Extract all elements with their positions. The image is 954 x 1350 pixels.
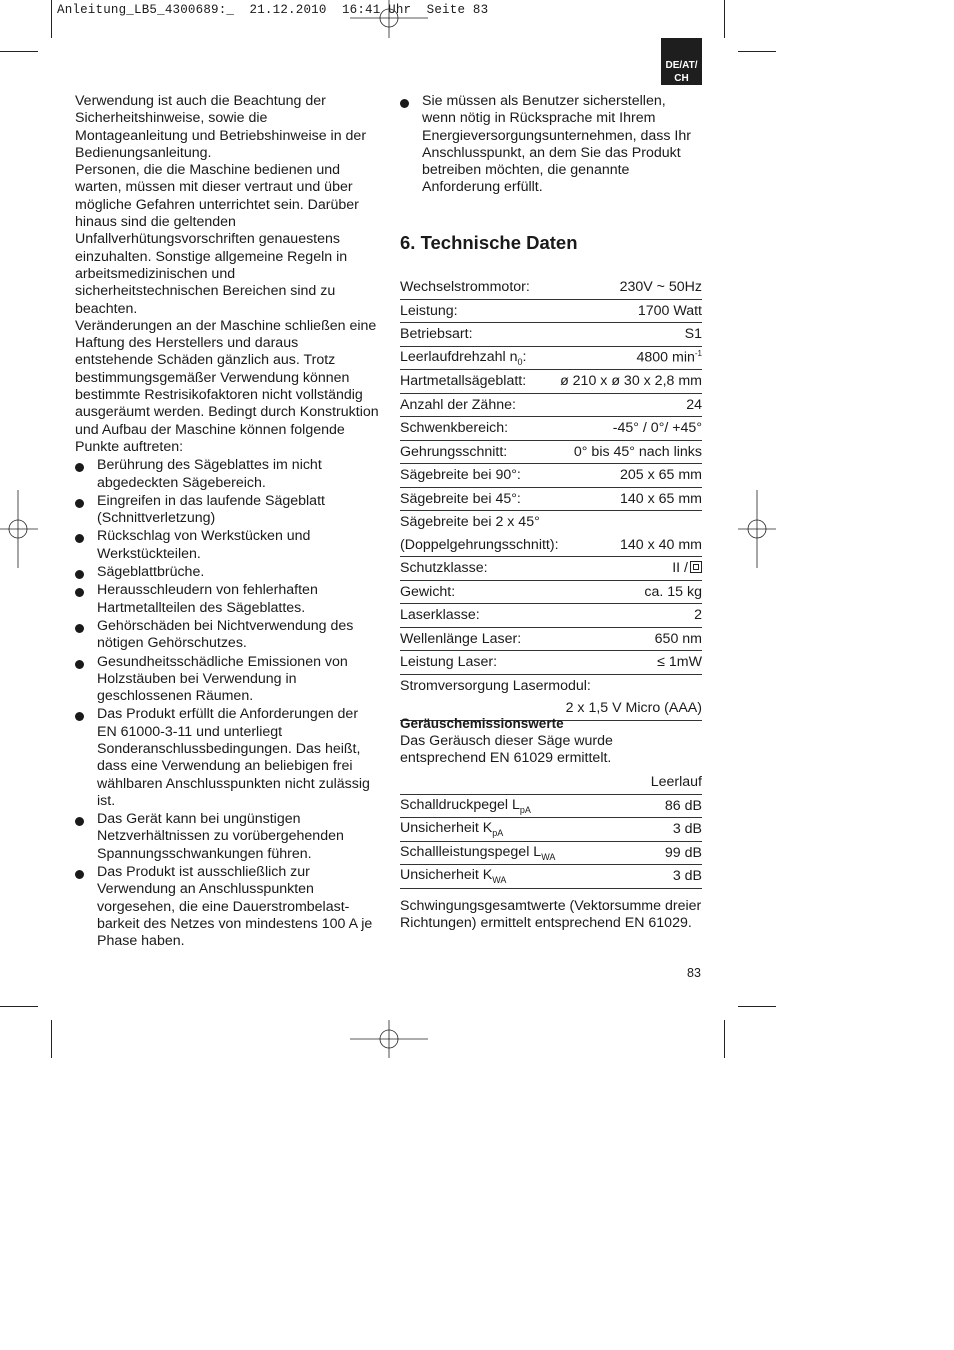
subscript: WA bbox=[492, 875, 507, 886]
noise-label-text: Schallleistungspegel L bbox=[400, 843, 542, 860]
spec-label: Anzahl der Zähne: bbox=[400, 393, 559, 417]
table-row bbox=[400, 651, 702, 675]
table-row bbox=[400, 534, 702, 557]
list-item: Sägeblattbrüche. bbox=[75, 564, 380, 581]
table-row bbox=[400, 487, 702, 511]
table-row bbox=[400, 276, 702, 299]
spec-label-text: Leerlaufdrehzahl n bbox=[400, 348, 518, 365]
spec-label: Sägebreite bei 2 x 45° bbox=[400, 514, 540, 531]
spec-label: (Doppelgehrungsschnitt): bbox=[400, 534, 559, 557]
list-item: Berührung des Sägeblattes im nicht abgedeckten Sägebereich. bbox=[75, 457, 380, 492]
crop-mark bbox=[51, 0, 52, 38]
spec-value-text: II / bbox=[672, 560, 688, 577]
spec-label: Betriebsart: bbox=[400, 323, 559, 347]
list-item: Das Produkt erfüllt die Anforderungen der EN 61000-3-11 und unterliegt Sonderanschlussbedingungen. Das heißt, dass eine Verwendung an beliebigen frei wählbaren Anschlusspunkten nicht zulässig ist. bbox=[75, 706, 380, 810]
noise-value: 99 dB bbox=[627, 841, 702, 865]
noise-value: 3 dB bbox=[627, 818, 702, 842]
table-row bbox=[400, 440, 702, 464]
spec-label: Stromversorgung Lasermodul: bbox=[400, 677, 591, 694]
table-row bbox=[400, 580, 702, 604]
spec-label-suffix: : bbox=[522, 348, 527, 365]
risk-list bbox=[75, 457, 380, 950]
crop-mark bbox=[724, 0, 725, 38]
noise-label-text: Unsicherheit K bbox=[400, 867, 493, 884]
crop-mark bbox=[0, 51, 38, 52]
table-row bbox=[400, 346, 702, 370]
print-slug: Anleitung_LB5_4300689:_ 21.12.2010 16:41 Uhr Seite 83 bbox=[57, 3, 489, 17]
language-tab-line2: CH bbox=[674, 73, 689, 84]
noise-label bbox=[400, 841, 627, 865]
spec-value: ≤ 1mW bbox=[559, 651, 702, 675]
list-item: Das Gerät kann bei ungünstigen Netzverhältnissen zu vorübergehenden Spannungsschwankungen führen. bbox=[75, 811, 380, 863]
spec-label: Schwenkbereich: bbox=[400, 417, 559, 441]
subscript: pA bbox=[519, 804, 531, 815]
table-row bbox=[400, 674, 702, 697]
noise-label bbox=[400, 865, 627, 889]
registration-mark-left bbox=[0, 490, 40, 568]
table-row bbox=[400, 299, 702, 323]
noise-value: 86 dB bbox=[627, 794, 702, 818]
spec-label bbox=[400, 346, 559, 370]
requirement-list bbox=[400, 93, 702, 197]
spec-value: 24 bbox=[559, 393, 702, 417]
language-tab bbox=[661, 38, 702, 85]
list-item: Herausschleudern von fehlerhaften Hartmetallteilen des Sägeblattes. bbox=[75, 582, 380, 617]
spec-label: Laserklasse: bbox=[400, 604, 559, 628]
spec-label: Sägebreite bei 90°: bbox=[400, 464, 559, 488]
noise-label bbox=[400, 818, 627, 842]
section-heading: 6. Technische Daten bbox=[400, 232, 578, 253]
spec-label: Leistung Laser: bbox=[400, 651, 559, 675]
paragraph: Personen, die die Maschine bedienen und warten, müssen mit dieser vertraut und über mögliche Gefahren unterrichtet sein. Darüber hinaus sind die geltenden Unfallverhütungsvorschriften genauestens einzuhalten. Sonstige allgemeine Regeln in arbeitsmedizinischen und sicherheitstechnischen Bereichen sind zu beachten. bbox=[75, 162, 359, 317]
paragraph: Veränderungen an der Maschine schließen eine Haftung des Herstellers und daraus entstehende Schäden gänzlich aus. Trotz bestimmungsgemäßer Verwendung können bestimmte Restrisikofaktoren nicht vollständig ausgeräumt werden. Bedingt durch Konstruktion und Aufbau der Maschine können folgende Punkte auftreten: bbox=[75, 317, 379, 455]
spec-label: Wechselstrommotor: bbox=[400, 276, 559, 299]
spec-value: 230V ~ 50Hz bbox=[559, 276, 702, 299]
crop-mark bbox=[0, 1006, 38, 1007]
registration-mark-bottom bbox=[350, 1020, 428, 1060]
table-row bbox=[400, 818, 702, 842]
spec-value: 205 x 65 mm bbox=[559, 464, 702, 488]
page-number: 83 bbox=[687, 966, 701, 980]
spec-label: Schutzklasse: bbox=[400, 557, 559, 581]
superscript: -1 bbox=[694, 349, 702, 359]
spec-label: Gehrungsschnitt: bbox=[400, 440, 559, 464]
spacer-cell bbox=[400, 771, 627, 794]
spec-value: 650 nm bbox=[559, 627, 702, 651]
crop-mark bbox=[51, 1020, 52, 1058]
list-item: Gesundheitsschädliche Emissionen von Holzstäuben bei Verwendung in geschlossenen Räumen. bbox=[75, 654, 380, 706]
table-row bbox=[400, 370, 702, 394]
table-row bbox=[400, 604, 702, 628]
crop-mark bbox=[738, 51, 776, 52]
noise-label-text: Schalldruckpegel L bbox=[400, 796, 520, 813]
noise-label bbox=[400, 794, 627, 818]
list-item: Das Produkt ist ausschließlich zur Verwendung an Anschlusspunkten vorgesehen, die eine Dauerstrombelast-barkeit des Netzes von mindestens 100 A je Phase haben. bbox=[75, 864, 380, 950]
spec-label: Wellenlänge Laser: bbox=[400, 627, 559, 651]
table-row bbox=[400, 393, 702, 417]
protection-class-ii-icon bbox=[690, 561, 702, 573]
language-tab-line1: DE/AT/ bbox=[665, 60, 698, 71]
table-row bbox=[400, 417, 702, 441]
list-item: Gehörschäden bei Nichtverwendung des nötigen Gehörschutzes. bbox=[75, 618, 380, 653]
spec-value: 2 x 1,5 V Micro (AAA) bbox=[559, 697, 702, 720]
noise-value: 3 dB bbox=[627, 865, 702, 889]
list-item: Sie müssen als Benutzer sicherstellen, wenn nötig in Rücksprache mit Ihrem Energieversorgungsunternehmen, dass Ihr Anschlusspunkt, an dem Sie das Produkt betreiben möchten, die genannte Anforderung erfüllt. bbox=[400, 93, 702, 197]
crop-mark bbox=[724, 1020, 725, 1058]
registration-mark-top bbox=[350, 0, 428, 40]
subscript: 0 bbox=[517, 356, 523, 367]
table-row bbox=[400, 464, 702, 488]
spec-value: ca. 15 kg bbox=[559, 580, 702, 604]
spec-value: S1 bbox=[559, 323, 702, 347]
spec-value bbox=[559, 557, 702, 581]
crop-mark bbox=[738, 1006, 776, 1007]
spec-label: Gewicht: bbox=[400, 580, 559, 604]
spec-value-text: 4800 min bbox=[636, 350, 695, 367]
table-row bbox=[400, 511, 702, 534]
table-row bbox=[400, 557, 702, 581]
spec-value: 0° bis 45° nach links bbox=[559, 440, 702, 464]
spec-table bbox=[400, 276, 702, 721]
spec-label: Sägebreite bei 45°: bbox=[400, 487, 559, 511]
spec-value bbox=[559, 511, 702, 534]
spec-value: 140 x 65 mm bbox=[559, 487, 702, 511]
spec-value: 140 x 40 mm bbox=[559, 534, 702, 557]
noise-description: Das Geräusch dieser Säge wurde entsprechend EN 61029 ermittelt. bbox=[400, 733, 613, 767]
noise-label-text: Unsicherheit K bbox=[400, 820, 493, 837]
list-item: Eingreifen in das laufende Sägeblatt (Schnittverletzung) bbox=[75, 493, 380, 528]
spec-value: ø 210 x ø 30 x 2,8 mm bbox=[559, 370, 702, 394]
vibration-description: Schwingungsgesamtwerte (Vektorsumme dreier Richtungen) ermittelt entsprechend EN 61029. bbox=[400, 898, 702, 932]
subscript: WA bbox=[541, 851, 556, 862]
table-row bbox=[400, 865, 702, 889]
table-row bbox=[400, 841, 702, 865]
spec-label: Leistung: bbox=[400, 299, 559, 323]
spec-value: 2 bbox=[559, 604, 702, 628]
table-row bbox=[400, 627, 702, 651]
paragraph: Verwendung ist auch die Beachtung der Sicherheitshinweise, sowie die Montageanleitung und Betriebshinweise in der Bedienungsanleitung. bbox=[75, 93, 367, 161]
subscript: pA bbox=[492, 828, 504, 839]
spec-label: Hartmetallsägeblatt: bbox=[400, 370, 559, 394]
left-column bbox=[75, 93, 380, 952]
list-item: Rückschlag von Werkstücken und Werkstückteilen. bbox=[75, 528, 380, 563]
spec-value: -45° / 0°/ +45° bbox=[559, 417, 702, 441]
table-row bbox=[400, 323, 702, 347]
noise-table bbox=[400, 771, 702, 889]
registration-mark-right bbox=[738, 490, 778, 568]
noise-heading: Geräuschemissionswerte bbox=[400, 716, 564, 731]
right-column-intro bbox=[400, 93, 702, 198]
spec-value bbox=[559, 346, 702, 370]
noise-column-header: Leerlauf bbox=[627, 771, 702, 794]
table-row bbox=[400, 794, 702, 818]
spec-value: 1700 Watt bbox=[559, 299, 702, 323]
table-row bbox=[400, 771, 702, 794]
